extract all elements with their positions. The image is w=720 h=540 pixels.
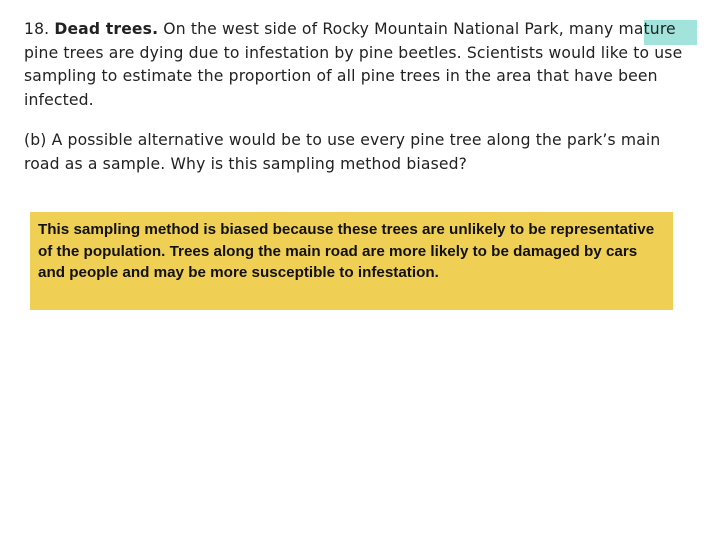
answer-box: [30, 212, 673, 310]
answer-text: This sampling method is biased because these trees are unlikely to be representative of the population. Trees along the main road are more likely to be damaged by cars and people and may be more susceptible to infestation.: [38, 221, 655, 281]
problem-number: 18.: [24, 20, 50, 38]
question-text: (b) A possible alternative would be to use every pine tree along the park’s main road as a sample. Why is this sampling method biased?: [24, 131, 661, 173]
problem-statement: [24, 18, 696, 112]
problem-text: On the west side of Rocky Mountain National Park, many mature pine trees are dying due to infestation by pine beetles. Scientists would like to use sampling to estimate the proportion of all pine trees in the area that have been infected.: [24, 20, 683, 109]
problem-title: Dead trees.: [54, 20, 159, 38]
